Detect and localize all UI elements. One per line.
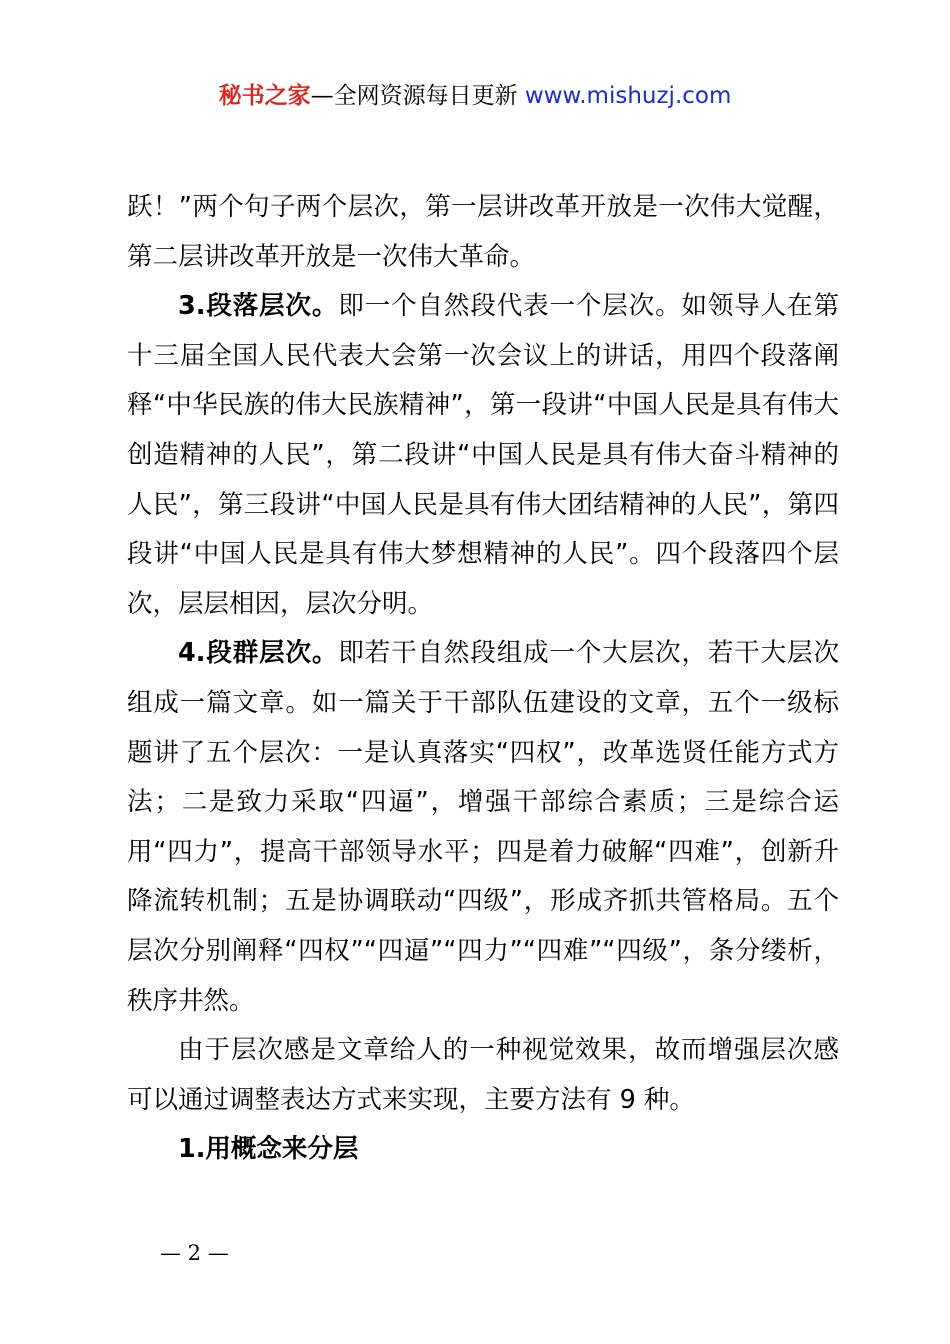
brand-name: 秘书之家 xyxy=(218,83,311,109)
section-heading-3: 3.段落层次。 xyxy=(178,291,339,322)
paragraph-section-4 xyxy=(127,629,839,1026)
section-heading-4: 4.段群层次。 xyxy=(178,638,339,669)
subheading-method-1 xyxy=(127,1125,839,1175)
page-number: — 2 — xyxy=(160,1241,229,1265)
site-header xyxy=(0,78,950,114)
method-heading-1: 1.用概念来分层 xyxy=(178,1134,359,1165)
paragraph-text: 由于层次感是文章给人的一种视觉效果，故而增强层次感可以通过调整表达方式来实现，主要方法有 9 种。 xyxy=(127,1035,839,1115)
paragraph-text: 跃！”两个句子两个层次，第一层讲改革开放是一次伟大觉醒，第二层讲改革开放是一次伟大革命。 xyxy=(127,192,839,272)
paragraph-text: 即一个自然段代表一个层次。如领导人在第十三届全国人民代表大会第一次会议上的讲话，用四个段落阐释“中华民族的伟大民族精神”，第一段讲“中国人民是具有伟大创造精神的人民”，第二段讲“中国人民是具有伟大奋斗精神的人民”，第三段讲“中国人民是具有伟大团结精神的人民”，第四段讲“中国人民是具有伟大梦想精神的人民”。四个段落四个层次，层层相因，层次分明。 xyxy=(127,291,839,619)
header-tagline: —全网资源每日更新 xyxy=(310,83,518,109)
paragraph-continuation xyxy=(127,183,839,282)
paragraph-section-3 xyxy=(127,282,839,629)
paragraph-methods-intro xyxy=(127,1026,839,1125)
document-body xyxy=(127,183,839,1175)
paragraph-text: 即若干自然段组成一个大层次，若干大层次组成一篇文章。如一篇关于干部队伍建设的文章，五个一级标题讲了五个层次：一是认真落实“四权”，改革选贤任能方式方法；二是致力采取“四逼”，增强干部综合素质；三是综合运用“四力”，提高干部领导水平；四是着力破解“四难”，创新升降流转机制；五是协调联动“四级”，形成齐抓共管格局。五个层次分别阐释“四权”“四逼”“四力”“四难”“四级”，条分缕析，秩序井然。 xyxy=(127,638,839,1016)
site-url-link[interactable]: www.mishuzj.com xyxy=(524,83,732,109)
